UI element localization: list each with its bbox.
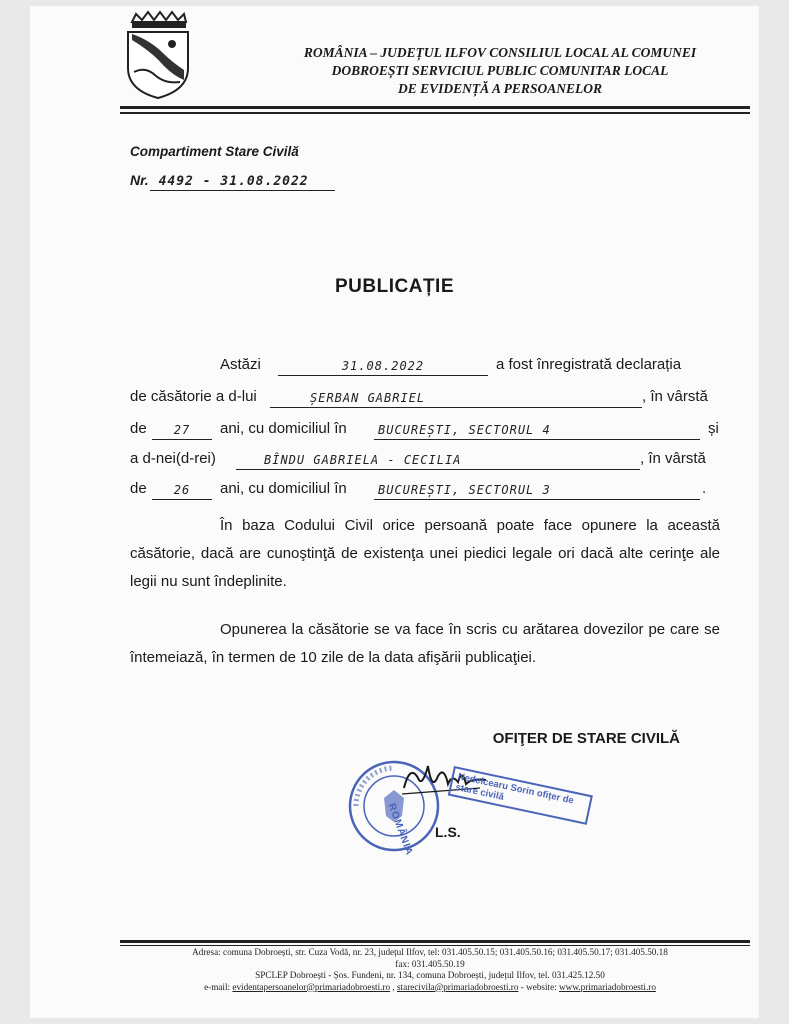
bride-address-field [374, 481, 700, 500]
nr-value: 4492 - 31.08.2022 [158, 174, 309, 189]
bride-age-field [152, 481, 212, 500]
footer [90, 947, 770, 993]
seal-country-text: ROMÂNIA [385, 802, 415, 858]
groom-label: de căsătorie a d-lui [130, 388, 257, 405]
declaration-text: a fost înregistrată declarația [496, 356, 682, 373]
si-label: și [708, 420, 719, 437]
bride-name-field [236, 451, 640, 470]
email-label: e-mail: [204, 981, 231, 992]
astazi-label: Astăzi [220, 356, 261, 373]
officer-stamp: Nedelcearu Sorin ofițer de stare civilă [448, 766, 593, 825]
header-line-3: DE EVIDENȚĂ A PERSOANELOR [398, 81, 602, 96]
registration-number [130, 172, 309, 189]
groom-domicile-label: ani, cu domiciliul în [220, 420, 347, 437]
website-label: website: [526, 981, 557, 992]
officer-title: OFIŢER DE STARE CIVILĂ [492, 730, 680, 747]
footer-spclep: SPCLEP Dobroești - Șos. Fundeni, nr. 134, comuna Dobroești, județul Ilfov, tel. 031.425.12.50 [255, 970, 605, 980]
document-title: PUBLICAȚIE [335, 276, 454, 297]
header-line-1: ROMÂNIA – JUDEȚUL ILFOV CONSILIUL LOCAL AL COMUNEI [303, 45, 697, 60]
groom-name-value: ȘERBAN GABRIEL [310, 391, 426, 405]
bride-address-value: BUCUREȘTI, SECTORUL 3 [378, 483, 551, 497]
footer-fax: fax: 031.405.50.19 [395, 958, 465, 969]
bride-domicile-label: ani, cu domiciliul în [220, 480, 347, 497]
email-link-2[interactable]: starecivila@primariadobroesti.ro [396, 981, 519, 992]
bride-label: a d-nei(d-rei) [130, 450, 216, 467]
footer-divider-thin [120, 945, 750, 946]
de-label-2: de [130, 480, 147, 497]
footer-contact: e-mail: evidentapersoanelor@primariadobroesti.ro , starecivila@primariadobroesti.ro - website: www.primariadobroesti.ro [204, 981, 656, 992]
footer-address: Adresa: comuna Dobroești, str. Cuza Vodă, nr. 23, județul Ilfov, tel: 031.405.50.15; 031.405.50.16; 031.405.50.17; 031.405.50.18 [192, 947, 668, 957]
legal-paragraph-1: În baza Codului Civil orice persoană poate face opunere la această căsătorie, dacă are cunoştinţă de existenţa unei piedici legale ori dacă alte cerinţe ale legii nu sunt îndeplinite. [130, 517, 720, 590]
nr-underline [150, 190, 335, 191]
coat-of-arms-icon [122, 10, 194, 100]
groom-age-label: , în vârstă [642, 388, 708, 405]
bride-name-value: BÎNDU GABRIELA - CECILIA [264, 453, 462, 467]
ls-label: L.S. [435, 824, 461, 840]
groom-address-field [374, 421, 700, 440]
bride-age-value: 26 [173, 483, 191, 497]
header-divider-thin [120, 112, 750, 114]
website-link[interactable]: www.primariadobroesti.ro [559, 981, 656, 992]
groom-age-field [152, 421, 212, 440]
groom-address-value: BUCUREȘTI, SECTORUL 4 [378, 423, 551, 437]
bride-age-label: , în vârstă [640, 450, 706, 467]
date-field [278, 357, 488, 376]
institution-header [220, 44, 780, 98]
compartment-label: Compartiment Stare Civilă [130, 144, 299, 159]
footer-divider-thick [120, 940, 750, 943]
end-dot: . [702, 480, 707, 497]
document-page [30, 6, 759, 1018]
nr-label: Nr. [130, 172, 149, 188]
date-value: 31.08.2022 [341, 359, 425, 373]
groom-name-field [270, 389, 642, 408]
de-label: de [130, 420, 147, 437]
email-link-1[interactable]: evidentapersoanelor@primariadobroesti.ro [232, 981, 391, 992]
header-line-2: DOBROEȘTI SERVICIUL PUBLIC COMUNITAR LOCAL [331, 63, 669, 78]
header-divider-thick [120, 106, 750, 109]
legal-paragraph-2: Opunerea la căsătorie se va face în scris cu arătarea dovezilor pe care se întemeiază, în termen de 10 zile de la data afişării publicaţiei. [130, 621, 720, 666]
groom-age-value: 27 [173, 423, 191, 437]
